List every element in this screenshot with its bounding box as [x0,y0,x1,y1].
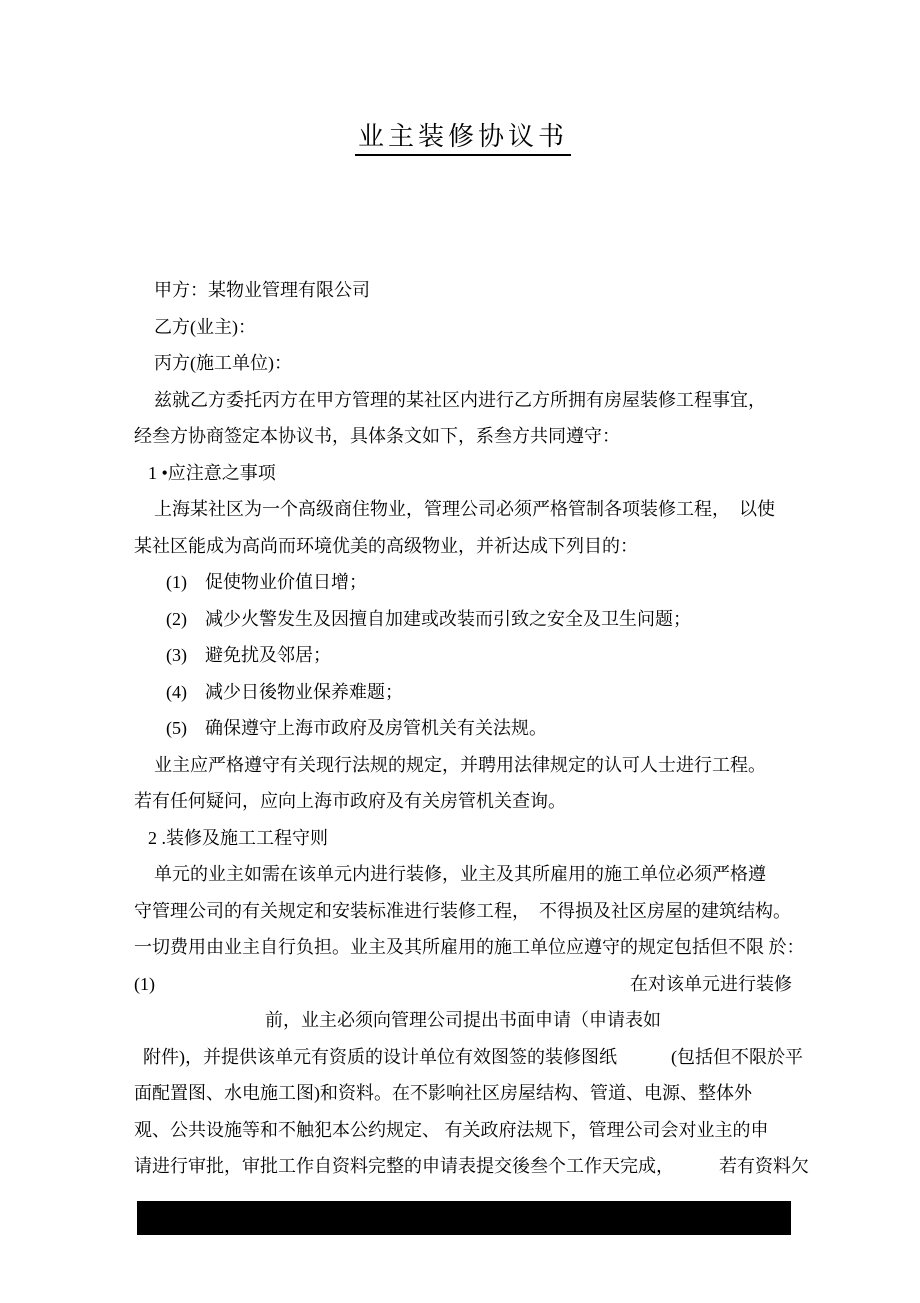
line-left-text: (1) [134,973,155,994]
redaction-bar [137,1201,791,1235]
document-lines [134,272,809,1185]
document-line: 观、公共设施等和不触犯本公约规定、 有关政府法规下，管理公司会对业主的申 [134,1119,769,1140]
document-line: (3) 避免扰及邻居； [166,645,331,665]
document-line: 上海某社区为一个高级商住物业，管理公司必须严格管制各项装修工程， 以使 [154,499,775,519]
document-line: (1) 促使物业价值日增； [166,572,367,592]
document-title [134,116,792,158]
document-line: 一切费用由业主自行负担。业主及其所雇用的施工单位应遵守的规定包括但不限 於： [134,937,805,957]
document-line: 兹就乙方委托丙方在甲方管理的某社区内进行乙方所拥有房屋装修工程事宜， [154,389,766,410]
document-line: 面配置图、水电施工图)和资料。在不影响社区房屋结构、管道、电源、整体外 [134,1083,752,1103]
document-line: 业主应严格遵守有关现行法规的规定，并聘用法律规定的认可人士进行工程。 [154,754,766,775]
document-line: (2) 减少火警发生及因擅自加建或改装而引致之安全及卫生问题； [166,608,691,629]
document-content [134,0,809,1235]
document-line: 请进行审批，审批工作自资料完整的申请表提交後叁个工作天完成， 若有资料欠 [134,1156,809,1176]
document-line [134,966,792,1003]
document-line: 守管理公司的有关规定和安装标准进行装修工程， 不得损及社区房屋的建筑结构。 [134,900,791,921]
document-line: (5) 确保遵守上海市政府及房管机关有关法规。 [166,718,547,738]
document-line: 前，业主必须向管理公司提出书面申请（申请表如 [265,1010,661,1030]
document-line: 单元的业主如需在该单元内进行装修，业主及其所雇用的施工单位必须严格遵 [154,864,766,884]
document-line: 附件)，并提供该单元有资质的设计单位有效图签的装修图纸 (包括但不限於平 [143,1046,803,1067]
document-line: 某社区能成为高尚而环境优美的高级物业，并祈达成下列目的： [134,535,638,556]
line-right-text: 在对该单元进行装修 [630,973,792,994]
document-line: (4) 减少日後物业保养难题； [166,681,403,702]
document-line: 丙方(施工单位)： [154,353,292,373]
document-line: 甲方：某物业管理有限公司 [154,280,370,300]
document-title-text: 业主装修协议书 [355,122,571,156]
document-line: 经叁方协商签定本协议书，具体条文如下，系叁方共同遵守： [134,426,620,446]
document-line: 乙方(业主)： [154,316,256,337]
document-line: 2 .装修及施工工程守则 [148,827,328,848]
document-line: 若有任何疑问，应向上海市政府及有关房管机关查询。 [134,791,566,811]
document-line: 1 •应注意之事项 [148,462,276,483]
